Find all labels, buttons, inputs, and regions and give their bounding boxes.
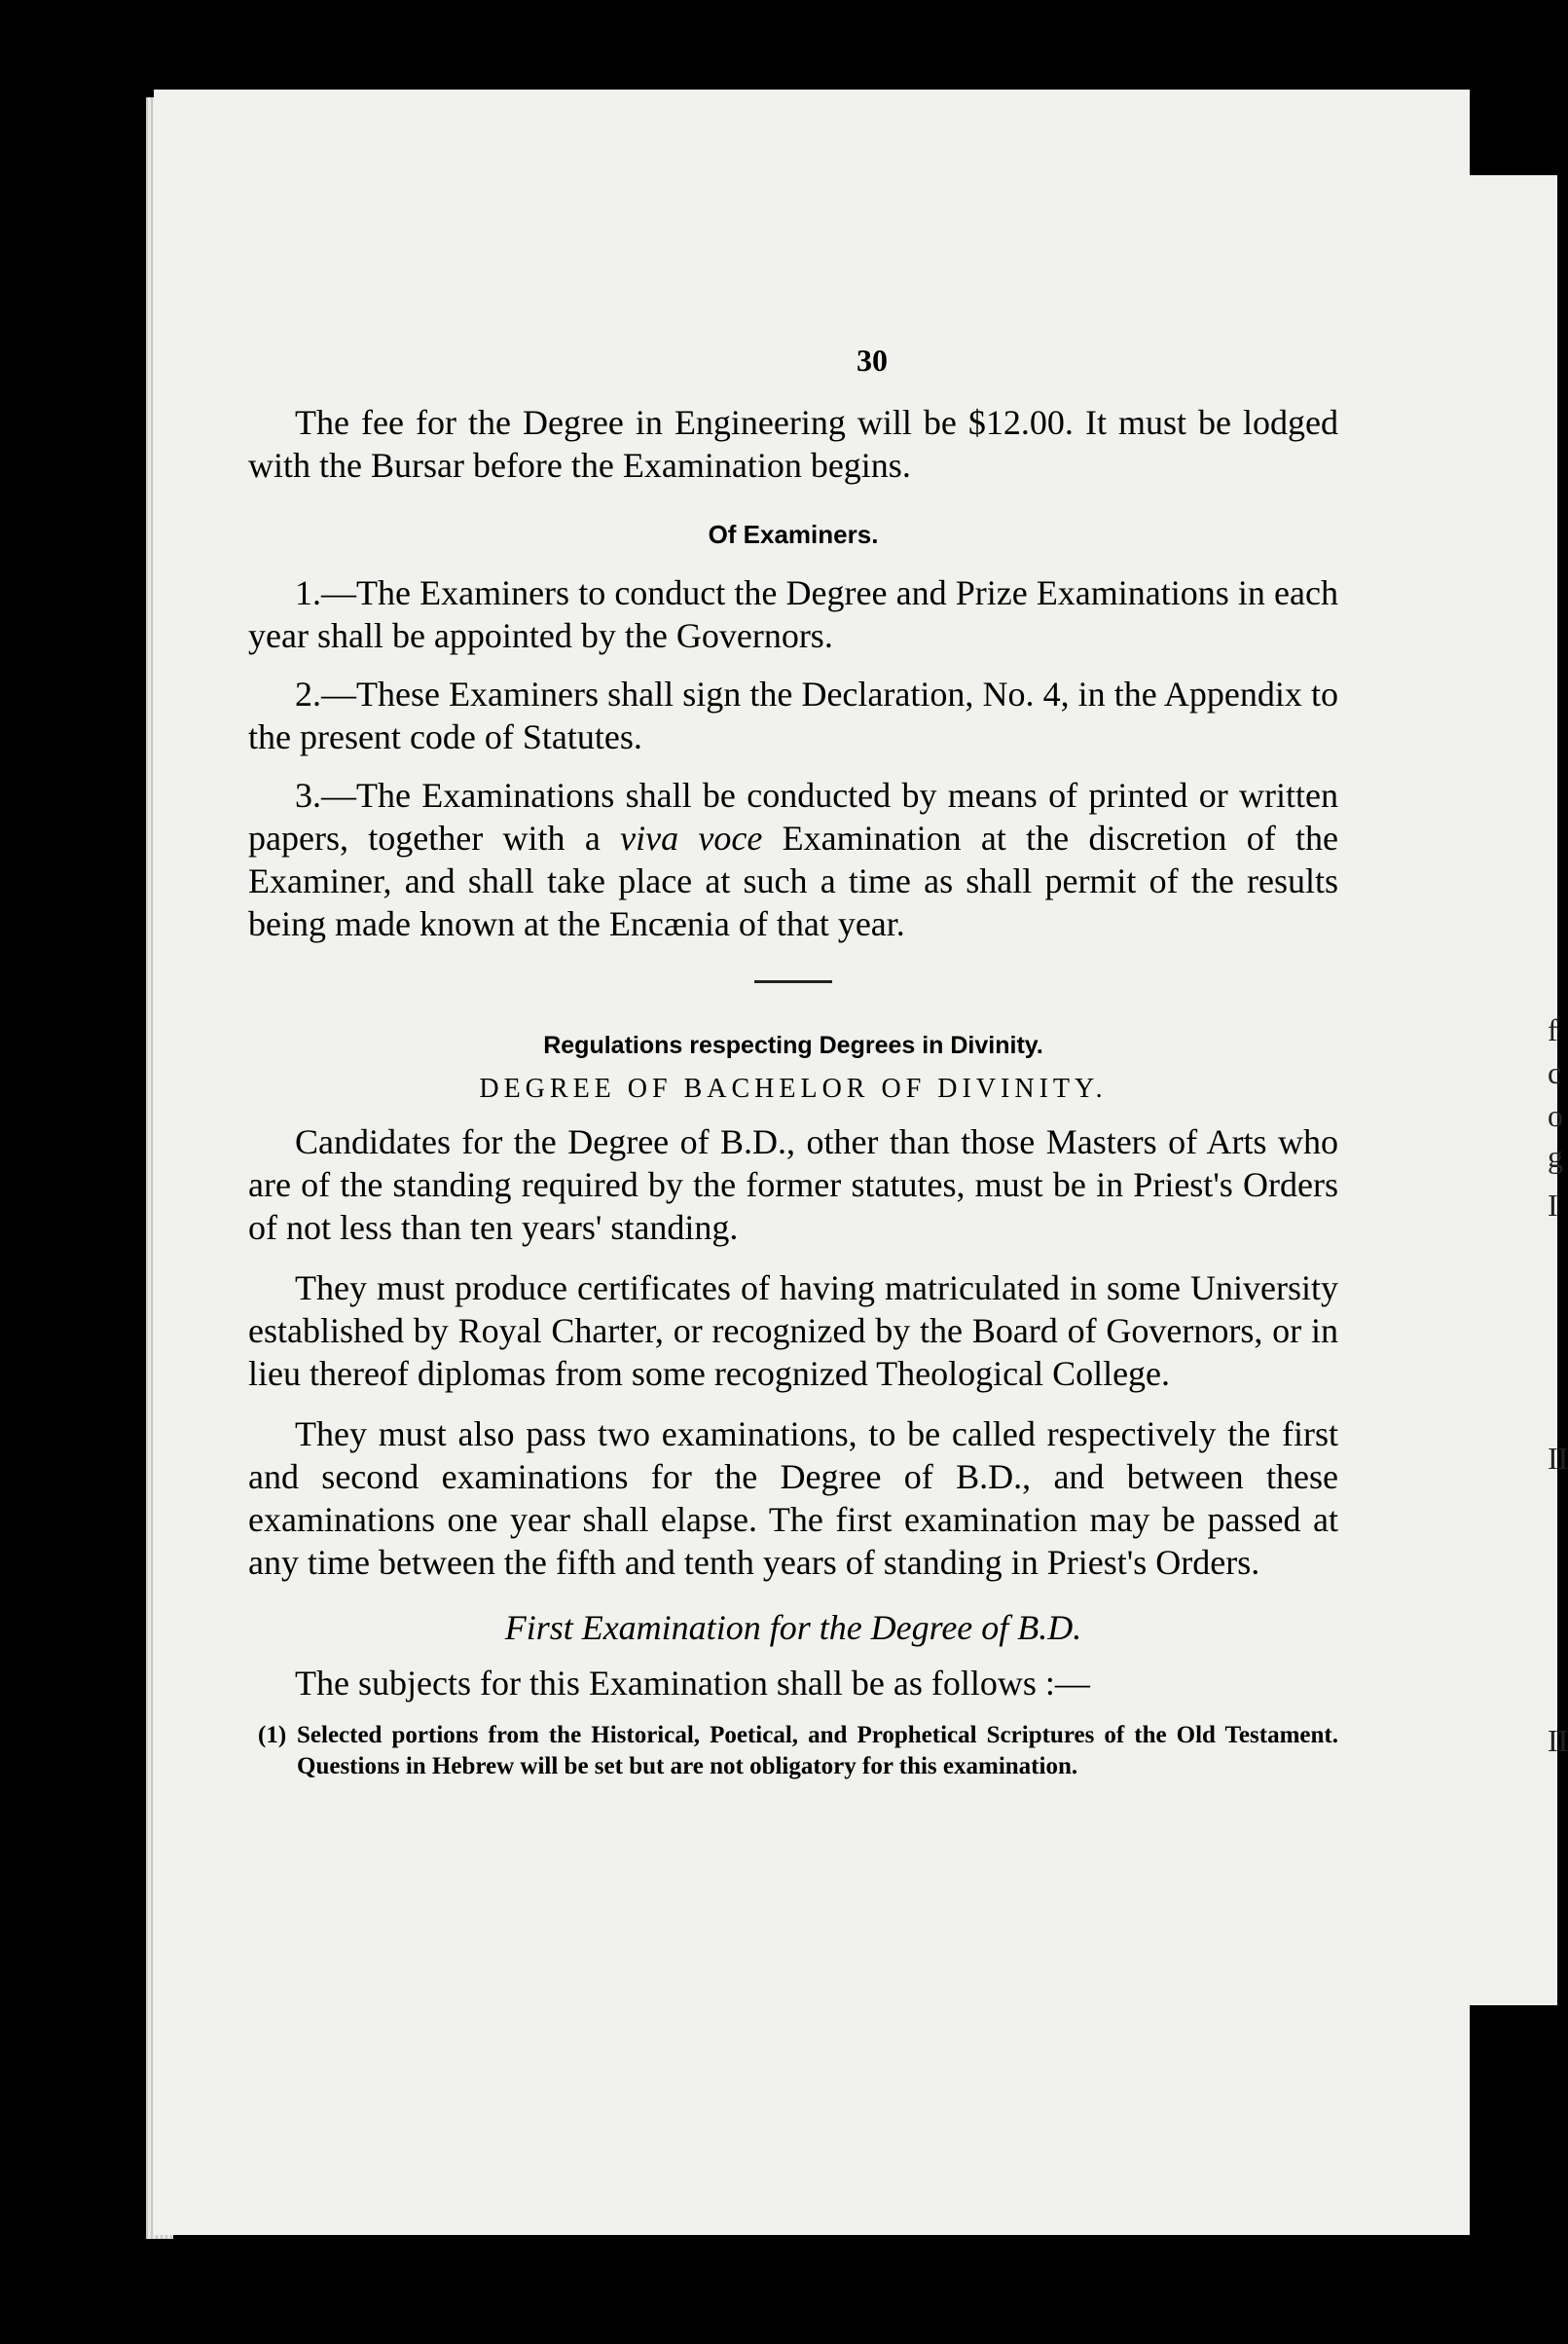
fragment-letter: II — [1548, 1441, 1568, 1476]
fragment-letter: II — [1548, 1723, 1568, 1758]
fragment-letter: o — [1548, 1098, 1563, 1133]
adjacent-page-fragment — [1470, 175, 1568, 2005]
examiner-rule-2: 2.—These Examiners shall sign the Declaration, No. 4, in the Appendix to the present code of Statutes. — [248, 675, 1338, 756]
bd-paragraph-2: They must produce certificates of having matriculated in some University established by Royal Charter, or recognized by the Board of Governors, or in lieu thereof diplomas from some recognized Theological College. — [248, 1268, 1338, 1393]
fragment-letter: I — [1548, 1188, 1558, 1223]
viva-voce-italic: viva voce — [620, 819, 763, 858]
subject-item — [248, 1720, 1338, 1782]
subjects-intro: The subjects for this Examination shall be as follows :— — [295, 1664, 1090, 1703]
subject-text: Selected portions from the Historical, Poetical, and Prophetical Scriptures of the Old Testament. Questions in Hebrew will be set but are not obligatory for this examination. — [297, 1722, 1338, 1779]
fee-paragraph: The fee for the Degree in Engineering will be $12.00. It must be lodged with the Bursar before the Examination begins. — [248, 403, 1338, 485]
page-content — [248, 401, 1338, 1782]
bd-paragraph-3: They must also pass two examinations, to be called respectively the first and second examinations for the Degree of B.D., and between these examinations one year shall elapse. The first examination may be passed at any time between the fifth and tenth years of standing in Priest's Orders. — [248, 1414, 1338, 1582]
examiner-rule-1: 1.—The Examiners to conduct the Degree and Prize Examinations in each year shall be appointed by the Governors. — [248, 573, 1338, 655]
examiners-heading: Of Examiners. — [708, 520, 879, 549]
first-exam-heading: First Examination for the Degree of B.D. — [504, 1608, 1082, 1647]
subject-number: (1) — [258, 1722, 287, 1748]
examiner-rule-3 — [248, 774, 1338, 945]
fragment-letter: c — [1548, 1055, 1562, 1090]
divinity-heading: Regulations respecting Degrees in Divinity. — [543, 1032, 1043, 1059]
fragment-letter: f — [1548, 1012, 1558, 1047]
page-number: 30 — [857, 343, 888, 378]
rule3-text-after: Examination at the discretion of the Examiner, and shall take place at such a time as shall permit of the results being made known at the Encænia of that year. — [248, 819, 1338, 943]
rule3-text-before: 3.—The Examinations shall be conducted by means of printed or written papers, together with a — [248, 776, 1338, 858]
bd-paragraph-1: Candidates for the Degree of B.D., other than those Masters of Arts who are of the standing required by the former statutes, must be in Priest's Orders of not less than ten years' standing. — [248, 1122, 1338, 1247]
fragment-letter: g — [1548, 1139, 1563, 1174]
bd-heading: DEGREE OF BACHELOR OF DIVINITY. — [479, 1074, 1108, 1104]
